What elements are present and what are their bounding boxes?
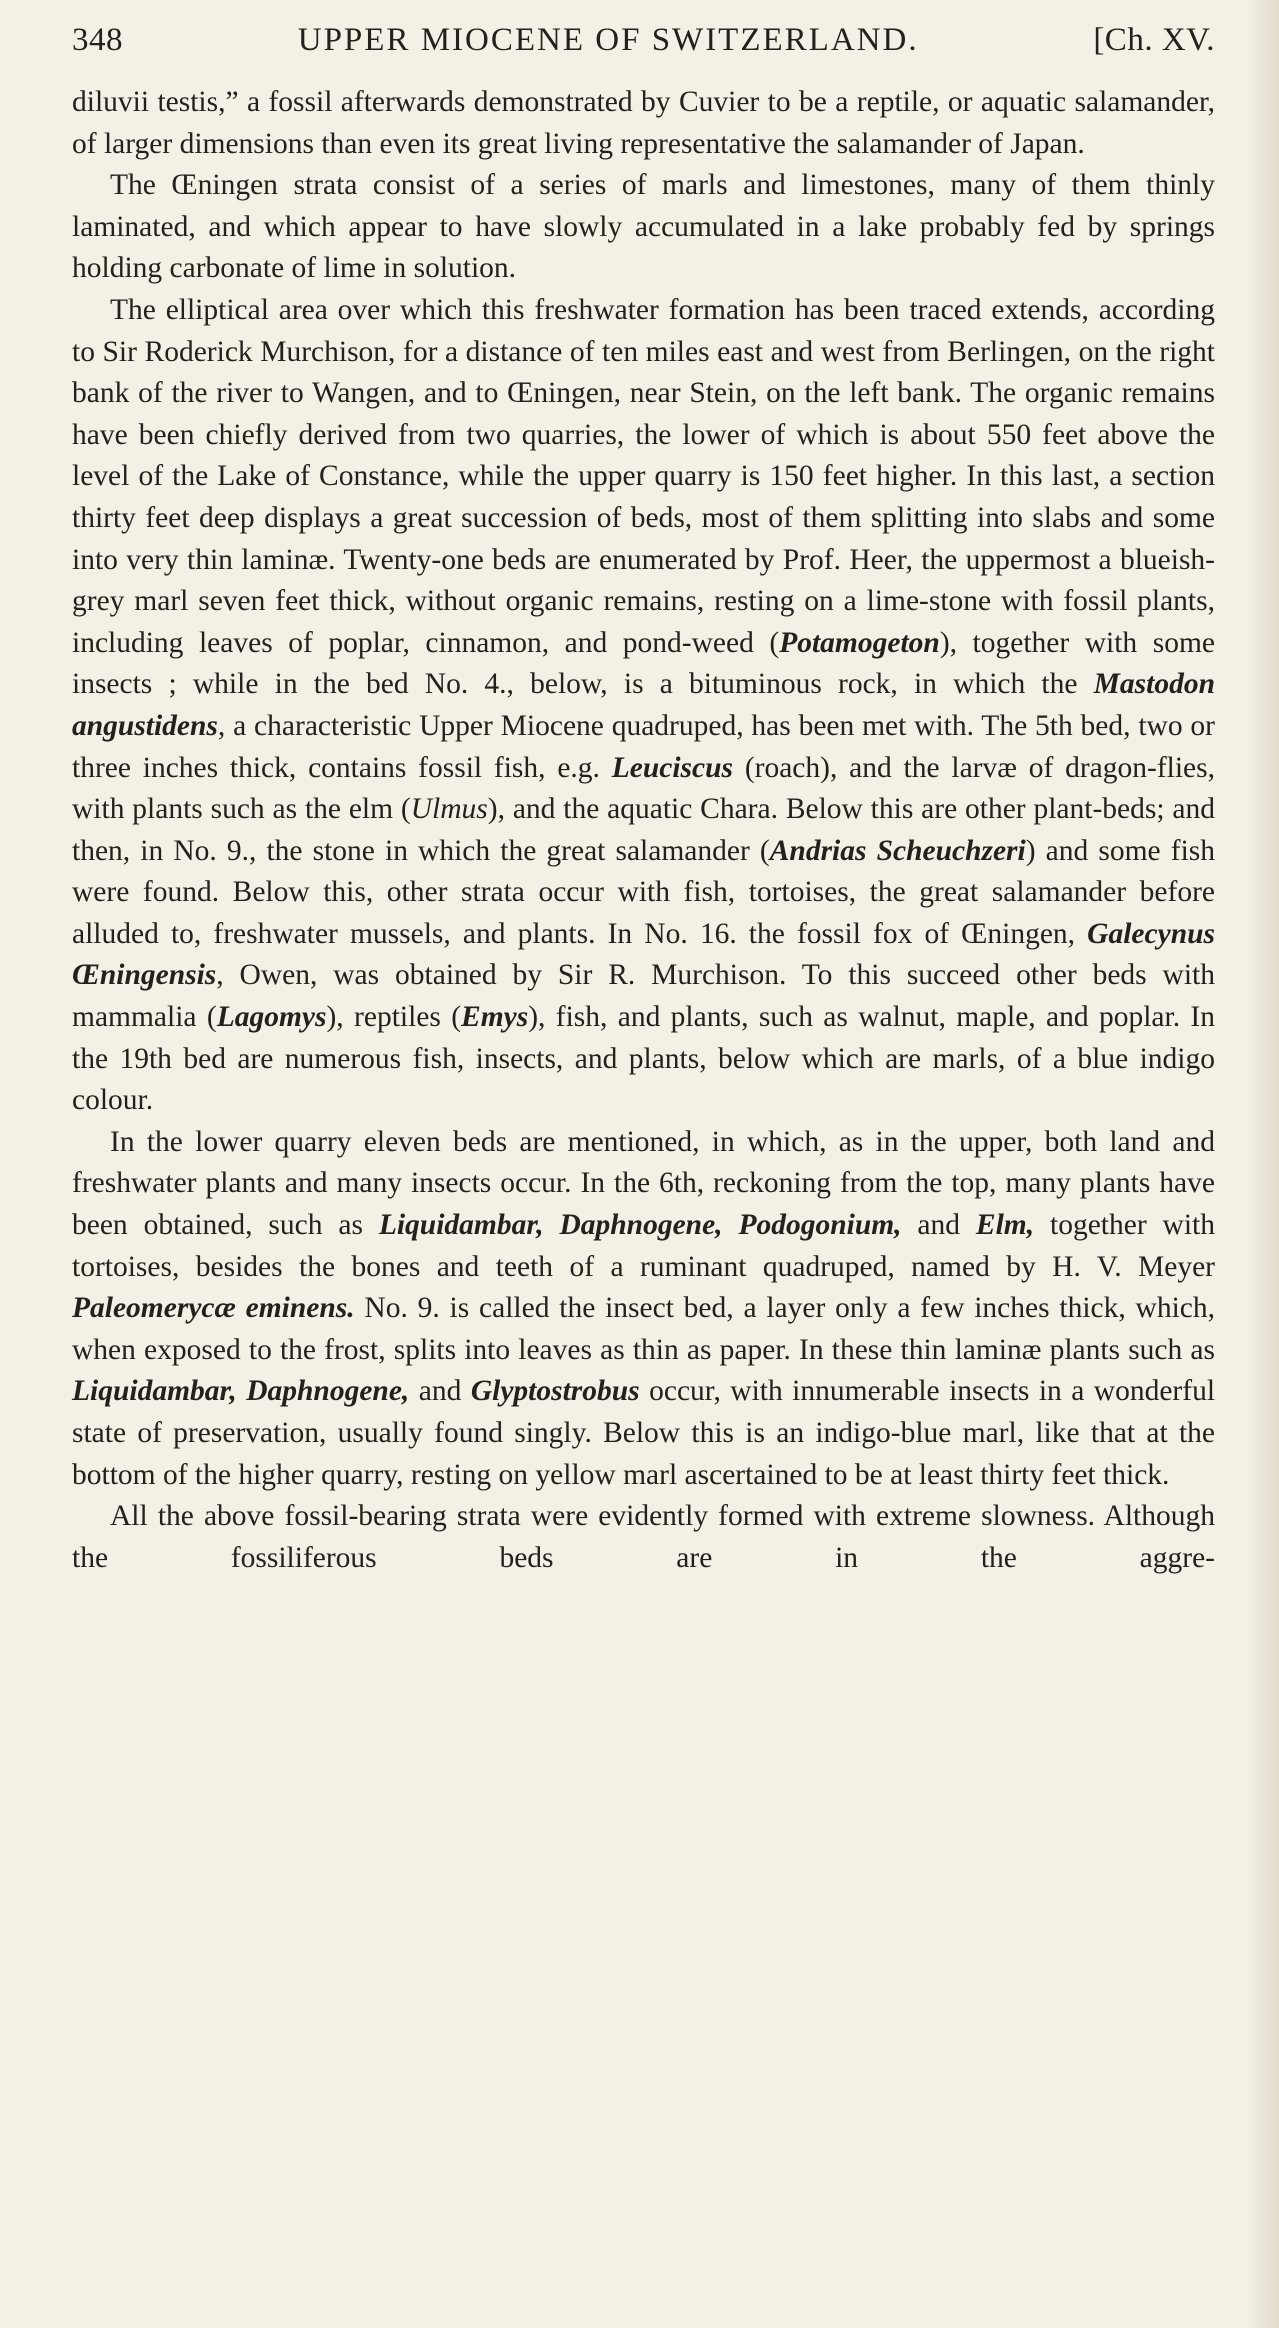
- text-run: In the lower quarry eleven beds are mentioned, in which, as in the upper, both land and freshwater plants and many insects occur. In the 6th, reckoning from the top, many plants have been obtained, such as: [72, 1125, 1215, 1242]
- page-number: 348: [72, 22, 123, 58]
- paragraph: [72, 1496, 1215, 1579]
- text-run: (roach), and the larvæ of dragon-flies, with plants such as the elm (: [72, 751, 1215, 826]
- text-run: ), and the aquatic Chara. Below this are other plant-beds; and then, in No. 9., the stone in which the great salamander (: [72, 793, 1215, 867]
- italic-term: Leuciscus: [611, 751, 734, 784]
- italic-term: Galecynus Œningensis: [72, 917, 1215, 992]
- text-run: and: [409, 1375, 471, 1408]
- italic-term: Elm,: [975, 1209, 1035, 1242]
- paragraph: [72, 82, 1215, 165]
- text-run: No. 9. is called the insect bed, a layer only a few inches thick, which, when exposed to the frost, splits into leaves as thin as paper. In these thin laminæ plants such as: [72, 1292, 1215, 1366]
- text-run: and: [901, 1209, 976, 1242]
- italic-term: Glyptostrobus: [470, 1375, 640, 1408]
- text-run: occur, with innumerable insects in a wonderful state of preservation, usually found singly. Below this is an indigo-blue marl, like that at the bottom of the higher quarry, resting on yellow marl ascertained to be at least thirty feet thick.: [72, 1375, 1216, 1491]
- italic-term: Mastodon angustidens: [72, 668, 1215, 742]
- paragraph: [72, 290, 1215, 1122]
- running-title: UPPER MIOCENE OF SWITZERLAND.: [297, 22, 919, 58]
- text-run: All the above fossil-bearing strata were evidently formed with extreme slowness. Although the fossiliferous beds are in the aggre-: [72, 1500, 1215, 1574]
- italic-term: Emys: [461, 1001, 529, 1034]
- italic-term: Paleomerycæ eminens.: [72, 1292, 355, 1325]
- paragraph: [72, 1122, 1215, 1496]
- running-head: [72, 22, 1215, 66]
- text-run: , Owen, was obtained by Sir R. Murchison. To this succeed other beds with mammalia (: [72, 959, 1215, 1034]
- italic-term: Liquidambar, Daphnogene, Podogonium,: [378, 1209, 902, 1242]
- text-run: ), fish, and plants, such as walnut, maple, and poplar. In the 19th bed are numerous fish, insects, and plants, below which are marls, of a blue indigo colour.: [72, 1001, 1215, 1117]
- text-run: , a characteristic Upper Miocene quadruped, has been met with. The 5th bed, two or three inches thick, contains fossil fish, e.g.: [72, 709, 1215, 784]
- body-text: [72, 82, 1215, 1579]
- italic-term: Lagomys: [216, 1001, 327, 1034]
- italic-term: Liquidambar, Daphnogene,: [72, 1375, 410, 1408]
- text-run: ), together with some insects ; while in the bed No. 4., below, is a bituminous rock, in which the: [72, 626, 1215, 701]
- chapter-marker: [Ch. XV.: [1093, 22, 1215, 58]
- italic-term: Potamogeton: [779, 626, 940, 659]
- paragraph: [72, 165, 1215, 290]
- text-run: together with tortoises, besides the bones and teeth of a ruminant quadruped, named by H. V. Meyer: [72, 1209, 1215, 1283]
- italic-term: Ulmus: [410, 793, 488, 826]
- text-run: The elliptical area over which this freshwater formation has been traced extends, according to Sir Roderick Murchison, for a distance of ten miles east and west from Berlingen, on the right bank of the river to Wangen, and to Œningen, near Stein, on the left bank. The organic remains have been chiefly derived from two quarries, the lower of which is about 550 feet above the level of the Lake of Constance, while the upper quarry is 150 feet higher. In this last, a section thirty feet deep displays a great succession of beds, most of them splitting into slabs and some into very thin laminæ. Twenty-one beds are enumerated by Prof. Heer, the uppermost a blueish-grey marl seven feet thick, without organic remains, resting on a lime-stone with fossil plants, including leaves of poplar, cinnamon, and pond-weed (: [72, 293, 1215, 659]
- text-run: ), reptiles (: [326, 1001, 462, 1034]
- text-run: The Œningen strata consist of a series of marls and limestones, many of them thinly laminated, and which appear to have slowly accumulated in a lake probably fed by springs holding carbonate of lime in solution.: [72, 169, 1215, 285]
- italic-term: Andrias Scheuchzeri: [769, 834, 1026, 867]
- text-run: diluvii testis,” a fossil afterwards demonstrated by Cuvier to be a reptile, or aquatic salamander, of larger dimensions than even its great living representative the salamander of Japan.: [72, 86, 1215, 160]
- text-run: ) and some fish were found. Below this, other strata occur with fish, tortoises, the great salamander before alluded to, freshwater mussels, and plants. In No. 16. the fossil fox of Œningen,: [72, 834, 1216, 950]
